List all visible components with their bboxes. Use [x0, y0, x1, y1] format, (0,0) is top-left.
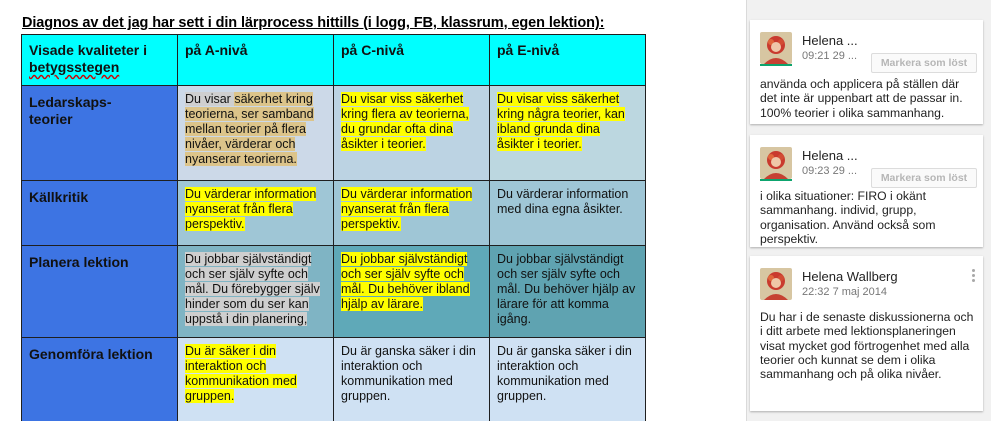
cell-conduct-lesson-a[interactable]: Du är säker i din interaktion och kommunikation med gruppen. — [178, 338, 334, 421]
comment-card[interactable] — [750, 20, 983, 124]
cell-conduct-lesson-c[interactable]: Du är ganska säker i din interaktion och kommunikation med gruppen. — [334, 338, 490, 421]
document-heading: Diagnos av det jag har sett i din lärprocess hittills (i logg, FB, klassrum, egen lektion): — [22, 15, 605, 31]
cell-plan-lesson-e[interactable]: Du jobbar självständigt och ser själv syfte och mål. Du behöver hjälp av lärare för att komma igång. — [490, 246, 646, 338]
cell-source-criticism-c[interactable]: Du värderar information nyanserat från flera perspektiv. — [334, 181, 490, 246]
sidebar-divider — [735, 0, 747, 421]
row-label-conduct-lesson: Genomföra lektion — [22, 338, 178, 421]
assessment-table — [21, 34, 646, 421]
header-qualities: Visade kvaliteter i betygsstegen — [22, 35, 178, 86]
comment-author: Helena ... — [802, 148, 858, 163]
cell-plan-lesson-c[interactable]: Du jobbar självständigt och ser själv syfte och mål. Du behöver ibland hjälp av lärare. — [334, 246, 490, 338]
comment-time: 09:21 29 ... — [802, 50, 858, 62]
cell-leadership-e[interactable]: Du visar viss säkerhet kring några teorier, kan ibland grunda dina åsikter i teorier. — [490, 86, 646, 181]
resolve-button[interactable]: Markera som löst — [871, 53, 977, 73]
row-label-source-criticism: Källkritik — [22, 181, 178, 246]
presence-bar — [760, 64, 792, 66]
cell-leadership-a[interactable]: Du visar säkerhet kring teorierna, ser samband mellan teorier på flera nivåer, värderar och nyanserar teorierna. — [178, 86, 334, 181]
row-label-plan-lesson: Planera lektion — [22, 246, 178, 338]
comments-sidebar — [735, 0, 991, 421]
cell-plan-lesson-a[interactable]: Du jobbar självständigt och ser själv syfte och mål. Du förebygger själv hinder som du ser kan uppstå i din planering, — [178, 246, 334, 338]
table-header-row — [22, 35, 646, 86]
avatar-icon — [760, 32, 792, 64]
header-c-level: på C-nivå — [334, 35, 490, 86]
row-label-leadership: Ledarskaps- teorier — [22, 86, 178, 181]
comment-card[interactable] — [750, 135, 983, 247]
comment-text: i olika situationer: FIRO i okänt sammanhang. individ, grupp, organisation. Använd också som perspektiv. — [760, 189, 936, 246]
comment-author: Helena ... — [802, 33, 858, 48]
cell-conduct-lesson-e[interactable]: Du är ganska säker i din interaktion och kommunikation med gruppen. — [490, 338, 646, 421]
presence-bar — [760, 179, 792, 181]
cell-leadership-c[interactable]: Du visar viss säkerhet kring flera av teorierna, du grundar ofta dina åsikter i teorier. — [334, 86, 490, 181]
header-a-level: på A-nivå — [178, 35, 334, 86]
comment-author: Helena Wallberg — [802, 269, 898, 284]
header-e-level: på E-nivå — [490, 35, 646, 86]
table-row — [22, 181, 646, 246]
comment-text: Du har i de senaste diskussionerna och i ditt arbete med lektionsplaneringen visat mycket god förtrogenhet med alla teorier och kunnat se dem i olika sammanhang och på olika nivåer. — [760, 310, 974, 382]
avatar-icon — [760, 147, 792, 179]
comment-text: använda och applicera på ställen där det inte är uppenbart att de passar in. 100% teorier i olika sammanhang. — [760, 77, 963, 120]
table-row — [22, 86, 646, 181]
more-vertical-icon[interactable] — [972, 269, 976, 283]
avatar-icon — [760, 268, 792, 300]
comment-card[interactable] — [750, 256, 983, 411]
table-row — [22, 246, 646, 338]
cell-source-criticism-e[interactable]: Du värderar information med dina egna åsikter. — [490, 181, 646, 246]
comment-time: 22:32 7 maj 2014 — [802, 286, 888, 298]
resolve-button[interactable]: Markera som löst — [871, 168, 977, 188]
table-row — [22, 338, 646, 421]
cell-source-criticism-a[interactable]: Du värderar information nyanserat från flera perspektiv. — [178, 181, 334, 246]
comment-time: 09:23 29 ... — [802, 165, 858, 177]
